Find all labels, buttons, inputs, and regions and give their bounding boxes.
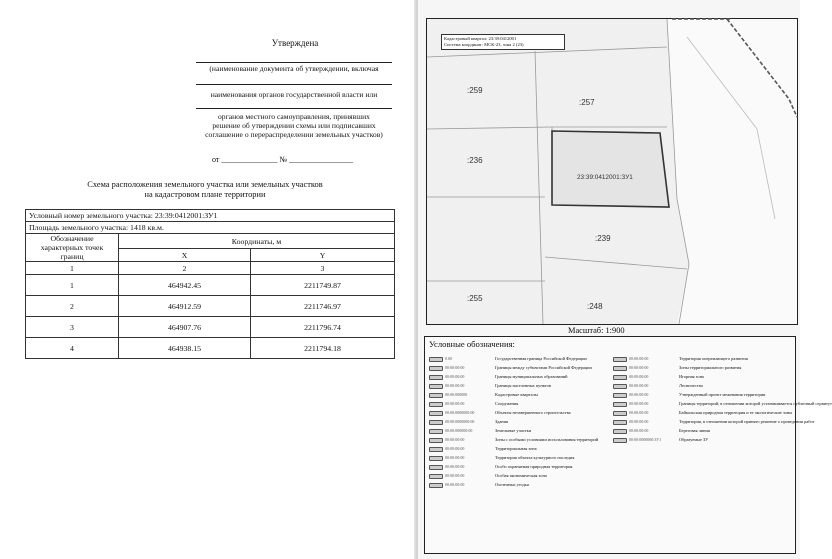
legend-label: Территория, в отношении которой принято решение о проведении работ — [679, 419, 815, 424]
legend-swatch-icon — [429, 438, 443, 443]
approval-date-number: от ______________ № ________________ — [212, 155, 354, 164]
table-row — [26, 317, 395, 338]
legend-item — [429, 418, 605, 427]
legend-code: 00:00:00:00 — [445, 437, 465, 442]
table-row — [26, 275, 395, 296]
legend-item — [613, 427, 789, 436]
legend-label: Особо охраняемая природная территория — [495, 464, 573, 469]
legend-label: Границы населенных пунктов — [495, 383, 551, 388]
legend-swatch-icon — [613, 402, 627, 407]
legend-code: 00:00:00:00 — [445, 482, 465, 487]
point-id: 1 — [26, 275, 119, 296]
legend-label: Игорная зона — [679, 374, 704, 379]
legend-right-column — [613, 355, 832, 445]
legend-swatch-icon — [613, 366, 627, 371]
legend-swatch-icon — [613, 375, 627, 380]
legend-item — [429, 355, 605, 364]
legend-swatch-icon — [613, 420, 627, 425]
legend-code: 00:00:00:00 — [445, 473, 465, 478]
legend-swatch-icon — [429, 420, 443, 425]
point-y: 2211794.18 — [251, 338, 395, 359]
legend-label: Сооружения — [495, 401, 519, 406]
point-x: 464912.59 — [119, 296, 251, 317]
coordinate-system-info: Система координат: МСК-23, зона 2 (23) — [444, 42, 524, 47]
legend-item — [429, 472, 605, 481]
legend-item — [429, 391, 605, 400]
table-row — [26, 338, 395, 359]
cadastral-plan-page — [418, 0, 832, 559]
parcel-label-zu1: 23:39:0412001:ЗУ1 — [577, 174, 633, 181]
legend-left-column — [429, 355, 605, 490]
legend-code: 0.00 — [445, 356, 452, 361]
legend-code: 00:00:00:00 — [629, 356, 649, 361]
legend-swatch-icon — [429, 429, 443, 434]
legend-label: Кадастровые кварталы — [495, 392, 538, 397]
legend-swatch-icon — [613, 429, 627, 434]
legend-item — [429, 454, 605, 463]
legend-swatch-icon — [429, 465, 443, 470]
legend-label: Утвержденный проект межевания территории — [679, 392, 766, 397]
legend-swatch-icon — [429, 384, 443, 389]
legend-code: 00:00:000000 — [445, 392, 468, 397]
legend-code: 00:00:00:00 — [629, 410, 649, 415]
legend-label: Особая экономическая зона — [495, 473, 547, 478]
point-header: Обозначение характерных точек границ — [26, 234, 119, 262]
new-parcel-zu1 — [552, 131, 669, 207]
point-y: 2211796.74 — [251, 317, 395, 338]
legend-item — [429, 445, 605, 454]
map-scale: Масштаб: 1:900 — [568, 326, 625, 335]
legend-swatch-icon — [429, 474, 443, 479]
legend-code: 00:00:00:00 — [629, 401, 649, 406]
legend-item — [613, 436, 789, 445]
coords-header: Координаты, м — [119, 234, 395, 249]
legend-item — [613, 418, 815, 427]
legend-code: 00:00:0000000:00 — [445, 419, 475, 424]
legend-item — [429, 364, 605, 373]
legend-code: 00:00:00:00 — [445, 383, 465, 388]
legend-title: Условные обозначения: — [429, 339, 515, 349]
legend-label: Территориальная зона — [495, 446, 537, 451]
legend-swatch-icon — [429, 411, 443, 416]
parcel-label: :239 — [595, 234, 611, 243]
point-x: 464942.45 — [119, 275, 251, 296]
scheme-title-line-1: Схема расположения земельного участка или земельных участков — [87, 180, 323, 189]
y-header: Y — [251, 249, 395, 262]
scheme-title-line-2: на кадастровом плане территории — [144, 190, 266, 199]
legend-label: Лесничество — [679, 383, 704, 388]
parcel-label: :255 — [467, 294, 483, 303]
point-y: 2211746.97 — [251, 296, 395, 317]
legend-label: Границы между субъектами Российской Федерации — [495, 365, 592, 370]
quarter-info: Кадастровый квартал: 23:39:0412001 — [444, 36, 517, 41]
point-id: 2 — [26, 296, 119, 317]
legend-item — [429, 373, 605, 382]
legend-code: 00:00:00:00 — [629, 383, 649, 388]
hint-line-4: решение об утверждении схемы или подписавших — [212, 121, 376, 130]
legend-label: Здания — [495, 419, 508, 424]
legend-swatch-icon — [613, 393, 627, 398]
legend-item — [613, 391, 789, 400]
legend-label: Территория опережающего развития — [679, 356, 748, 361]
legend-swatch-icon — [429, 393, 443, 398]
legend-swatch-icon — [613, 357, 627, 362]
parcel-label: :236 — [467, 156, 483, 165]
table-row — [26, 296, 395, 317]
legend-code: 00:00:00:00 — [445, 446, 465, 451]
cadastral-map — [426, 18, 798, 325]
legend-code: 00:00:00:00 — [629, 428, 649, 433]
legend-code: 00:00:00:00 — [629, 374, 649, 379]
parcel-label: :259 — [467, 86, 483, 95]
legend-label: Охотничьи угодья — [495, 482, 529, 487]
legend-item — [613, 355, 789, 364]
legend-item — [429, 481, 605, 490]
signature-line-2 — [196, 84, 392, 85]
legend-swatch-icon — [613, 438, 627, 443]
legend-item — [613, 400, 832, 409]
legend-swatch-icon — [429, 402, 443, 407]
legend-label: Объекты незавершенного строительства — [495, 410, 571, 415]
parcel-label: :248 — [587, 302, 603, 311]
approved-heading: Утверждена — [271, 38, 319, 48]
legend-code: 00:00:0000000:00 — [445, 410, 475, 415]
map-info-box — [441, 34, 565, 50]
legend-label: Границы муниципальных образований — [495, 374, 568, 379]
hint-line-5: соглашение о перераспределении земельных участков) — [205, 130, 383, 139]
scheme-title — [40, 180, 370, 200]
legend-label: Береговая линия — [679, 428, 710, 433]
legend-code: 00:00:0000000:ЗУ1 — [629, 437, 662, 442]
point-id: 4 — [26, 338, 119, 359]
legend-code: 00:00:00:00 — [445, 464, 465, 469]
legend-swatch-icon — [613, 384, 627, 389]
legend-code: 00:00:00:00 — [629, 419, 649, 424]
legend-swatch-icon — [613, 411, 627, 416]
point-x: 464938.15 — [119, 338, 251, 359]
coordinates-table — [25, 209, 395, 359]
col-number-2: 2 — [119, 262, 251, 275]
legend-code: 00:00:00:00 — [445, 455, 465, 460]
legend-label: Зоны территориального развития — [679, 365, 742, 370]
legend-swatch-icon — [429, 483, 443, 488]
parcel-label: :257 — [579, 98, 595, 107]
legend-label: Границы территорий, в отношении которой устанавливается публичный сервитут — [679, 401, 832, 406]
legend-item — [613, 382, 789, 391]
hint-line-2: наименования органов государственной власти или — [210, 90, 378, 99]
x-header: X — [119, 249, 251, 262]
legend-label: Образуемые ЗУ — [679, 437, 709, 442]
legend-item — [429, 436, 605, 445]
legend-code: 00:00:000000:00 — [445, 428, 473, 433]
legend-swatch-icon — [429, 456, 443, 461]
parcel-number-cell: Условный номер земельного участка: 23:39:0412001:ЗУ1 — [26, 210, 395, 222]
point-y: 2211749.87 — [251, 275, 395, 296]
legend-label: Земельные участки — [495, 428, 532, 433]
col-number-1: 1 — [26, 262, 119, 275]
approval-page — [0, 0, 415, 559]
point-x: 464907.76 — [119, 317, 251, 338]
hint-line-1: (наименование документа об утверждении, включая — [209, 64, 379, 73]
area-cell: Площадь земельного участка: 1418 кв.м. — [26, 222, 395, 234]
legend-item — [429, 400, 605, 409]
signature-line-3 — [196, 108, 392, 109]
legend-item — [613, 364, 789, 373]
legend — [424, 336, 832, 554]
legend-swatch-icon — [429, 375, 443, 380]
legend-item — [429, 427, 605, 436]
legend-code: 00:00:00:00 — [445, 374, 465, 379]
legend-label: Зоны с особыми условиями использования территорий — [495, 437, 599, 442]
legend-label: Государственная граница Российской Федерации — [495, 356, 587, 361]
signature-line-1 — [196, 62, 392, 63]
map-drawing — [427, 19, 797, 324]
legend-label: Территория объекта культурного наследия — [495, 455, 575, 460]
legend-item — [613, 409, 793, 418]
legend-item — [429, 463, 605, 472]
hint-line-3: органов местного самоуправления, принявших — [218, 112, 370, 121]
legend-swatch-icon — [429, 357, 443, 362]
legend-swatch-icon — [429, 447, 443, 452]
legend-item — [429, 382, 605, 391]
legend-code: 00:00:00:00 — [445, 365, 465, 370]
legend-code: 00:00:00:00 — [629, 392, 649, 397]
legend-label: Байкальская природная территория и ее экологические зоны — [679, 410, 793, 415]
legend-item — [429, 409, 605, 418]
point-id: 3 — [26, 317, 119, 338]
legend-item — [613, 373, 789, 382]
legend-code: 00:00:00:00 — [445, 401, 465, 406]
col-number-3: 3 — [251, 262, 395, 275]
legend-swatch-icon — [429, 366, 443, 371]
legend-code: 00:00:00:00 — [629, 365, 649, 370]
